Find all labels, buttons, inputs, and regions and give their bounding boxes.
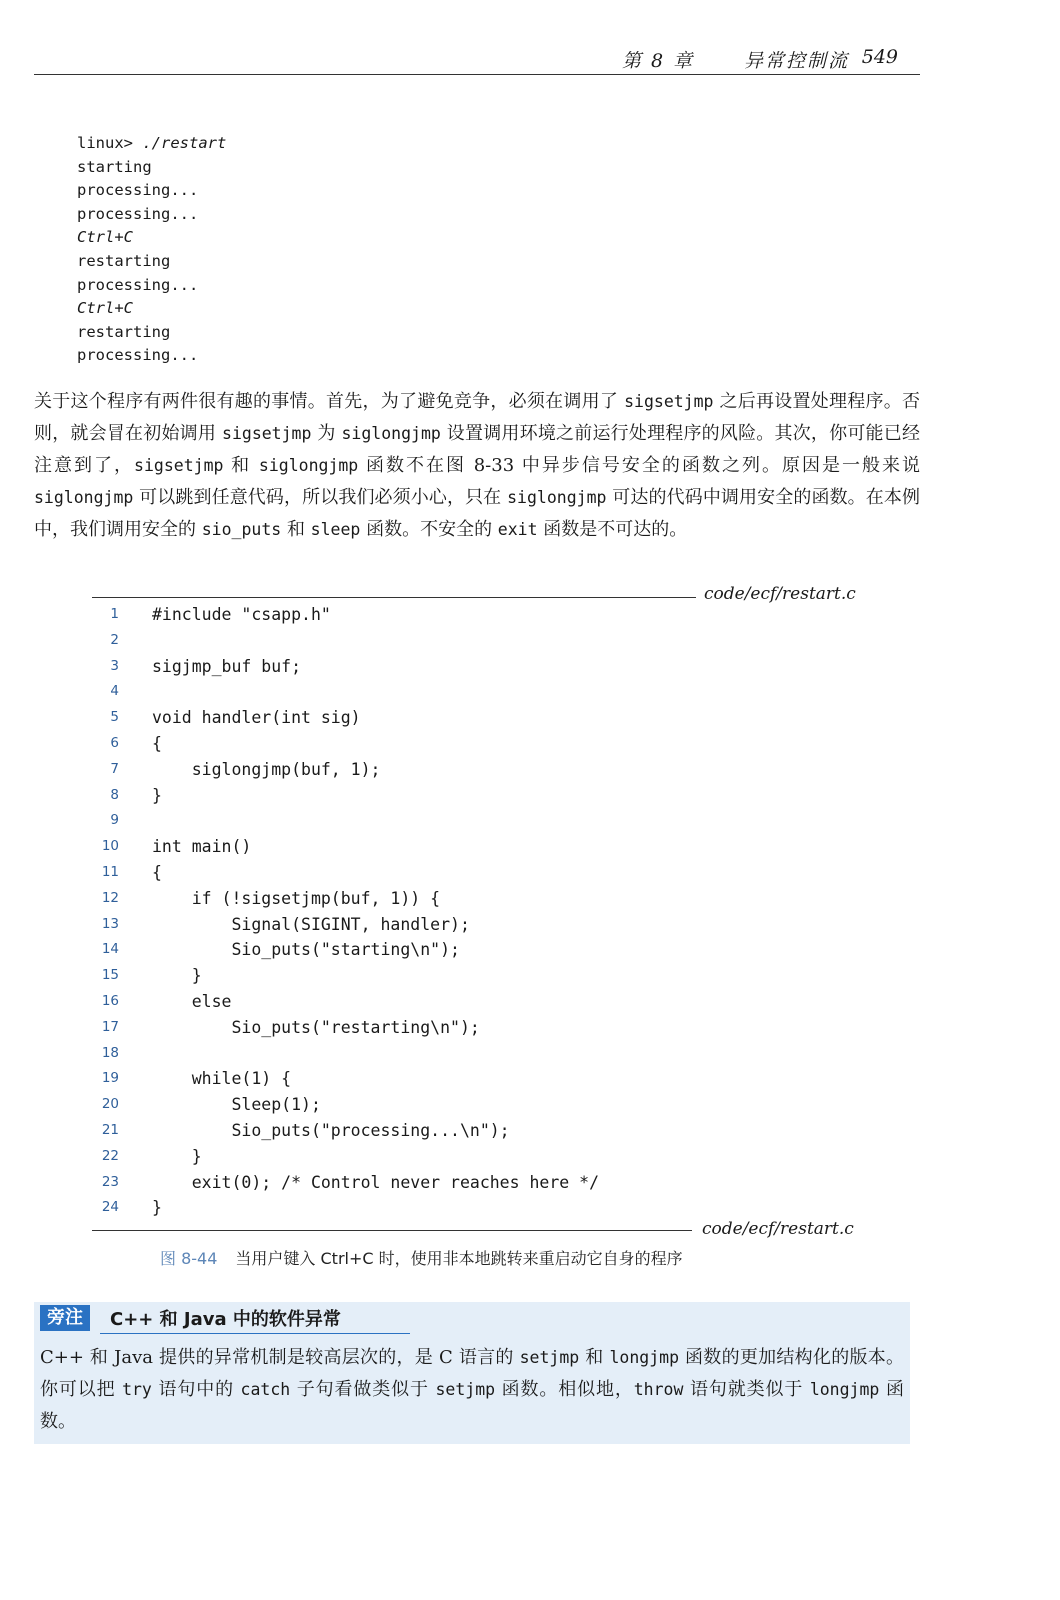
code-line	[92, 1092, 852, 1118]
figure-caption-text: 当用户键入 Ctrl+C 时，使用非本地跳转来重启动它自身的程序	[235, 1249, 683, 1268]
console-line: restarting	[77, 322, 171, 341]
line-number: 5	[110, 709, 119, 726]
inline-code: setjmp	[435, 1380, 496, 1399]
code-text: exit(0); /* Control never reaches here */	[152, 1172, 600, 1192]
code-text: }	[152, 1146, 202, 1166]
line-number: 17	[101, 1018, 119, 1035]
body-paragraph	[34, 386, 920, 546]
inline-code: exit	[497, 520, 538, 539]
inline-code: siglongjmp	[341, 424, 441, 443]
code-line	[92, 886, 852, 912]
sidebar-title: C++ 和 Java 中的软件异常	[110, 1309, 341, 1330]
console-line: Ctrl+C	[77, 228, 133, 247]
line-number: 12	[101, 889, 119, 906]
page-number: 549	[861, 46, 898, 68]
text-run: 设置调用环境之前运行处理程序的风险。其次，你可能已经注意到了，	[34, 423, 920, 476]
text-run: 为	[311, 423, 342, 444]
line-number: 6	[110, 734, 119, 751]
line-number: 2	[110, 631, 119, 648]
console-line: restarting	[77, 251, 171, 270]
line-number: 20	[101, 1096, 119, 1113]
code-text: Sio_puts("processing...\n");	[152, 1120, 510, 1140]
code-line	[92, 860, 852, 886]
line-number: 15	[101, 967, 119, 984]
line-number: 3	[110, 657, 119, 674]
inline-code: throw	[633, 1380, 684, 1399]
code-text: {	[152, 862, 162, 882]
code-line	[92, 1118, 852, 1144]
line-number: 10	[101, 838, 119, 855]
code-line	[92, 757, 852, 783]
text-run: 和	[281, 519, 311, 540]
code-line	[92, 1195, 852, 1221]
inline-code: longjmp	[609, 1348, 680, 1367]
code-text: Sleep(1);	[152, 1095, 321, 1115]
inline-code: sigsetjmp	[624, 392, 714, 411]
code-line	[92, 654, 852, 680]
line-number: 7	[110, 760, 119, 777]
console-command: ./restart	[142, 134, 227, 152]
code-text: #include "csapp.h"	[152, 605, 331, 624]
line-number: 22	[101, 1147, 119, 1164]
text-run: 关于这个程序有两件很有趣的事情。首先，为了避免竞争，必须在调用了	[34, 391, 625, 412]
sidebar-header	[34, 1302, 910, 1332]
code-line	[92, 783, 852, 809]
inline-code: catch	[240, 1380, 291, 1399]
text-run: 函数。相似地，	[495, 1379, 634, 1400]
code-line	[92, 602, 852, 628]
console-line	[77, 132, 226, 156]
inline-code: siglongjmp	[258, 456, 359, 475]
inline-code: try	[122, 1380, 152, 1399]
code-text: while(1) {	[152, 1069, 292, 1089]
inline-code: sio_puts	[201, 520, 282, 539]
console-line: Ctrl+C	[77, 299, 133, 318]
code-line	[92, 808, 852, 834]
text-run: 和	[223, 455, 259, 476]
console-line: processing...	[77, 181, 199, 200]
line-number: 11	[101, 863, 119, 880]
console-prompt: linux>	[77, 134, 143, 152]
text-run: 函数不在图 8-33 中异步信号安全的函数之列。原因是一般来说	[358, 455, 920, 476]
line-number: 21	[101, 1121, 119, 1138]
code-text: }	[152, 785, 162, 805]
code-text: }	[152, 1198, 162, 1218]
inline-code: setjmp	[519, 1348, 580, 1367]
text-run: 可达的代码中调用安全的函数。在本例中，我们调用安全的	[34, 487, 920, 540]
figure-number: 图 8-44	[160, 1249, 218, 1268]
code-line	[92, 1066, 852, 1092]
inline-code: sleep	[310, 520, 361, 539]
text-run: 函数的更加结构化的版本。你可以把	[40, 1347, 904, 1400]
code-line	[92, 679, 852, 705]
listing-source-bottom: code/ecf/restart.c	[702, 1219, 854, 1239]
code-line	[92, 628, 852, 654]
text-run: 子句看做类似于	[290, 1379, 436, 1400]
code-line	[92, 1170, 852, 1196]
code-line	[92, 834, 852, 860]
code-text: {	[152, 733, 162, 753]
listing-top-rule	[92, 597, 696, 598]
line-number: 18	[101, 1044, 119, 1061]
code-text: void handler(int sig)	[152, 708, 361, 728]
chapter-title: 异常控制流	[744, 50, 850, 72]
code-line	[92, 937, 852, 963]
text-run: 函数是不可达的。	[537, 519, 688, 540]
line-number: 19	[101, 1070, 119, 1087]
text-run: 函数。	[40, 1379, 904, 1432]
code-text: Sio_puts("starting\n");	[152, 940, 460, 960]
line-number: 1	[110, 606, 119, 622]
code-line	[92, 1015, 852, 1041]
listing-source-top: code/ecf/restart.c	[704, 584, 856, 604]
code-line	[92, 912, 852, 938]
console-line: processing...	[77, 275, 199, 294]
line-number: 9	[110, 812, 119, 829]
code-text: siglongjmp(buf, 1);	[152, 759, 381, 779]
code-text: int main()	[152, 837, 252, 857]
line-number: 13	[101, 915, 119, 932]
text-run: 和	[579, 1347, 610, 1368]
line-number: 24	[101, 1199, 119, 1216]
sidebar-title-underline	[100, 1333, 410, 1334]
figure-caption	[160, 1246, 683, 1269]
text-run: 语句就类似于	[683, 1379, 810, 1400]
line-number: 23	[101, 1173, 119, 1190]
inline-code: sigsetjmp	[134, 456, 224, 475]
code-line	[92, 705, 852, 731]
line-number: 14	[101, 941, 119, 958]
console-line: starting	[77, 157, 152, 176]
console-output	[77, 132, 226, 368]
sidebar-tag: 旁注	[40, 1305, 90, 1331]
text-run: 之后再设置处理程序。否则，就会冒在初始调用	[34, 391, 920, 444]
code-line	[92, 1041, 852, 1067]
console-line: processing...	[77, 204, 199, 223]
code-line	[92, 1144, 852, 1170]
sidebar-body	[40, 1342, 904, 1438]
chapter-label: 第 8 章	[622, 50, 695, 72]
inline-code: siglongjmp	[34, 488, 134, 507]
inline-code: longjmp	[809, 1380, 880, 1399]
text-run: C++ 和 Java 提供的异常机制是较高层次的，是 C 语言的	[40, 1347, 520, 1368]
code-text: if (!sigsetjmp(buf, 1)) {	[152, 888, 441, 908]
code-listing	[92, 602, 852, 1221]
text-run: 语句中的	[151, 1379, 241, 1400]
running-head	[34, 44, 920, 75]
code-text: Sio_puts("restarting\n");	[152, 1017, 480, 1037]
line-number: 4	[110, 683, 119, 700]
inline-code: siglongjmp	[507, 488, 607, 507]
console-line: processing...	[77, 346, 199, 365]
code-text: Signal(SIGINT, handler);	[152, 914, 470, 934]
code-line	[92, 731, 852, 757]
text-run: 可以跳到任意代码，所以我们必须小心，只在	[133, 487, 508, 508]
code-text: sigjmp_buf buf;	[152, 656, 302, 676]
text-run: 函数。不安全的	[360, 519, 498, 540]
code-line	[92, 963, 852, 989]
code-line	[92, 989, 852, 1015]
code-text: else	[152, 991, 232, 1011]
code-text: }	[152, 966, 202, 986]
line-number: 8	[110, 786, 119, 803]
listing-bottom-rule	[92, 1230, 692, 1231]
inline-code: sigsetjmp	[222, 424, 312, 443]
line-number: 16	[101, 992, 119, 1009]
